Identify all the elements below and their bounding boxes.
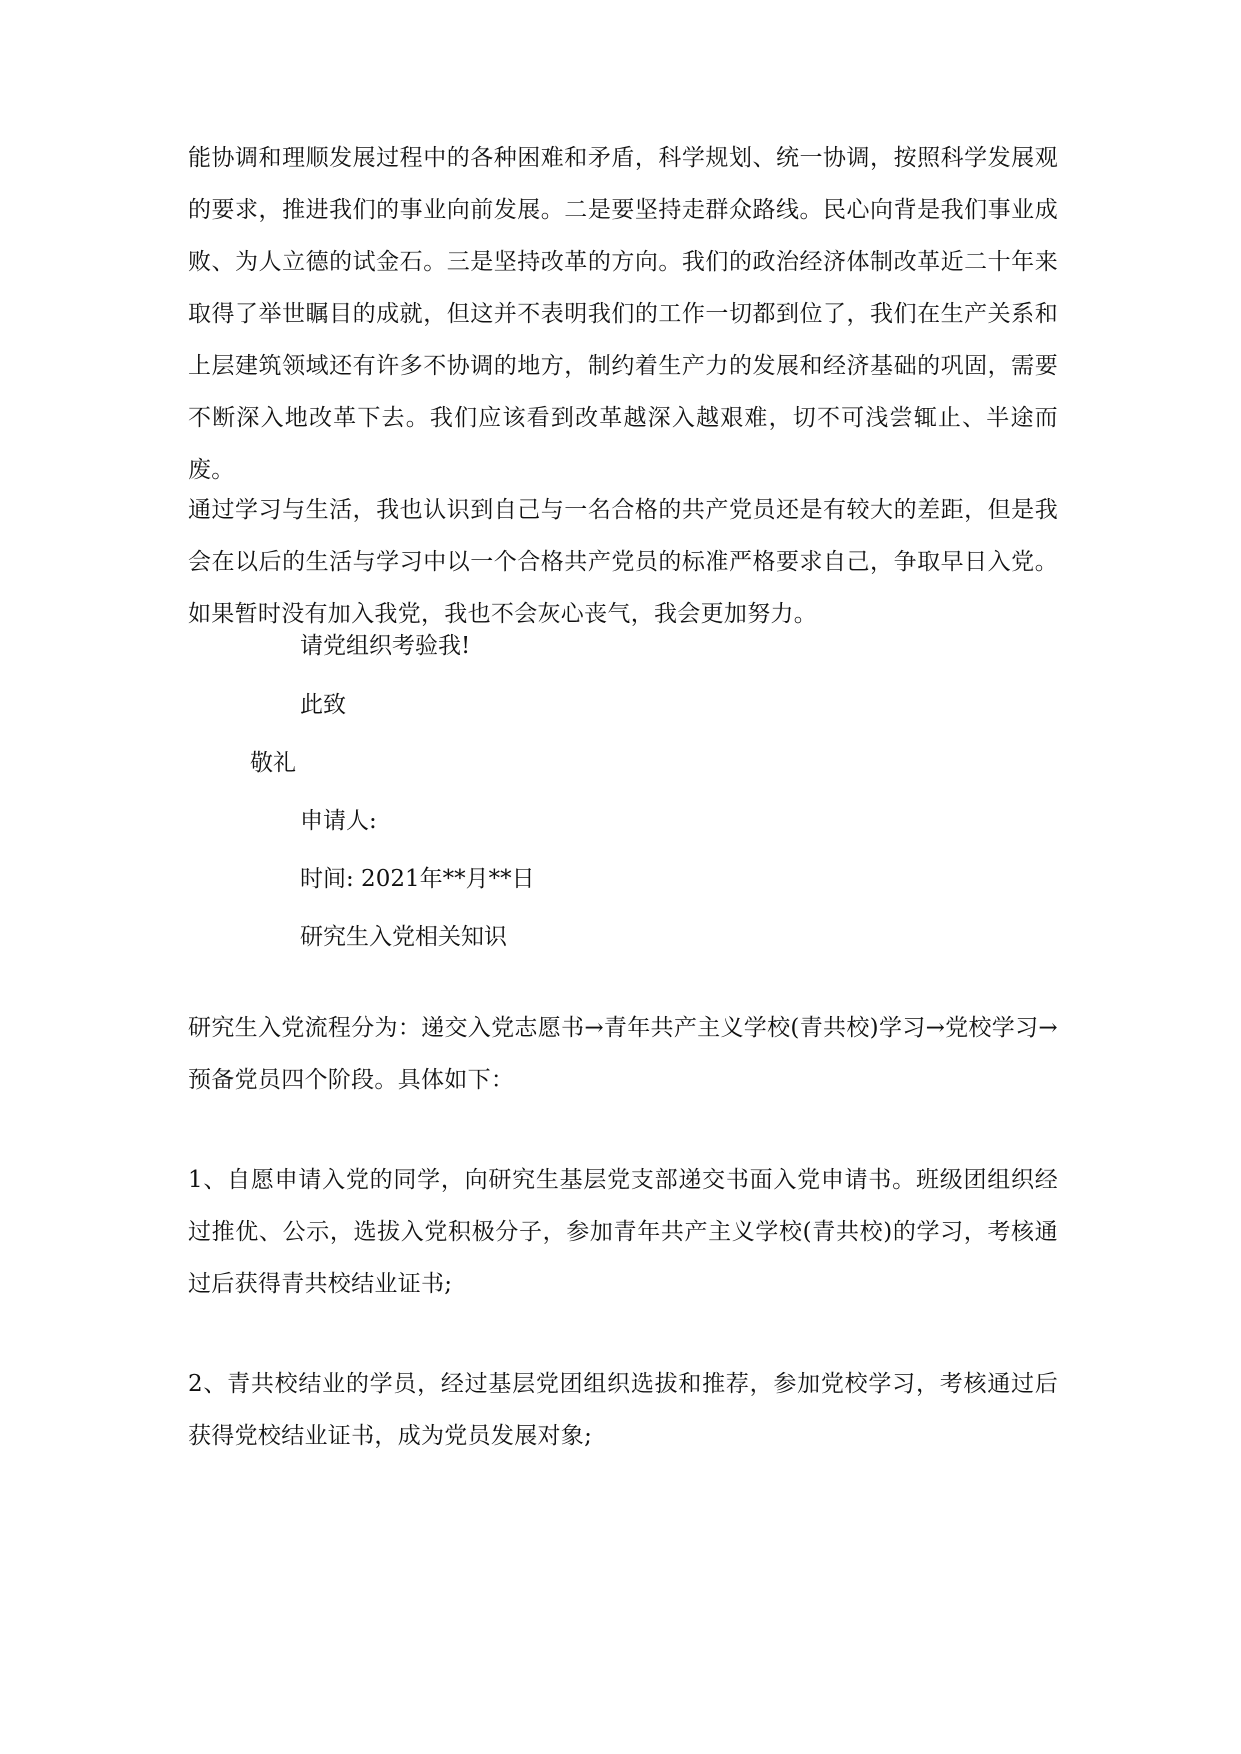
body-paragraph: 能协调和理顺发展过程中的各种困难和矛盾，科学规划、统一协调，按照科学发展观的要求，推进我们的事业向前发展。二是要坚持走群众路线。民心向背是我们事业成败、为人立德的试金石。三是坚持改革的方向。我们的政治经济体制改革近二十年来取得了举世瞩目的成就，但这并不表明我们的工作一切都到位了，我们在生产关系和上层建筑领域还有许多不协调的地方，制约着生产力的发展和经济基础的巩固，需要不断深入地改革下去。我们应该看到改革越深入越艰难，切不可浅尝辄止、半途而废。 bbox=[188, 145, 1058, 483]
body-paragraph: 研究生入党流程分为：递交入党志愿书→青年共产主义学校(青共校)学习→党校学习→预备党员四个阶段。具体如下： bbox=[188, 1015, 1058, 1093]
body-paragraph: 1、自愿申请入党的同学，向研究生基层党支部递交书面入党申请书。班级团组织经过推优、公示，选拔入党积极分子，参加青年共产主义学校(青共校)的学习，考核通过后获得青共校结业证书; bbox=[188, 1167, 1058, 1297]
body-paragraph: 2、青共校结业的学员，经过基层党团组织选拔和推荐，参加党校学习，考核通过后获得党校结业证书，成为党员发展对象; bbox=[188, 1371, 1058, 1449]
request-line: 请党组织考验我! bbox=[300, 633, 471, 659]
applicant-line: 申请人: bbox=[300, 808, 377, 834]
respect-line: 敬礼 bbox=[250, 750, 296, 776]
date-line: 时间: 2021年**月**日 bbox=[300, 866, 535, 892]
salutation-line: 此致 bbox=[300, 692, 346, 718]
section-heading: 研究生入党相关知识 bbox=[300, 924, 507, 950]
body-paragraph: 通过学习与生活，我也认识到自己与一名合格的共产党员还是有较大的差距，但是我会在以后的生活与学习中以一个合格共产党员的标准严格要求自己，争取早日入党。如果暂时没有加入我党，我也不会灰心丧气，我会更加努力。 bbox=[188, 497, 1058, 627]
